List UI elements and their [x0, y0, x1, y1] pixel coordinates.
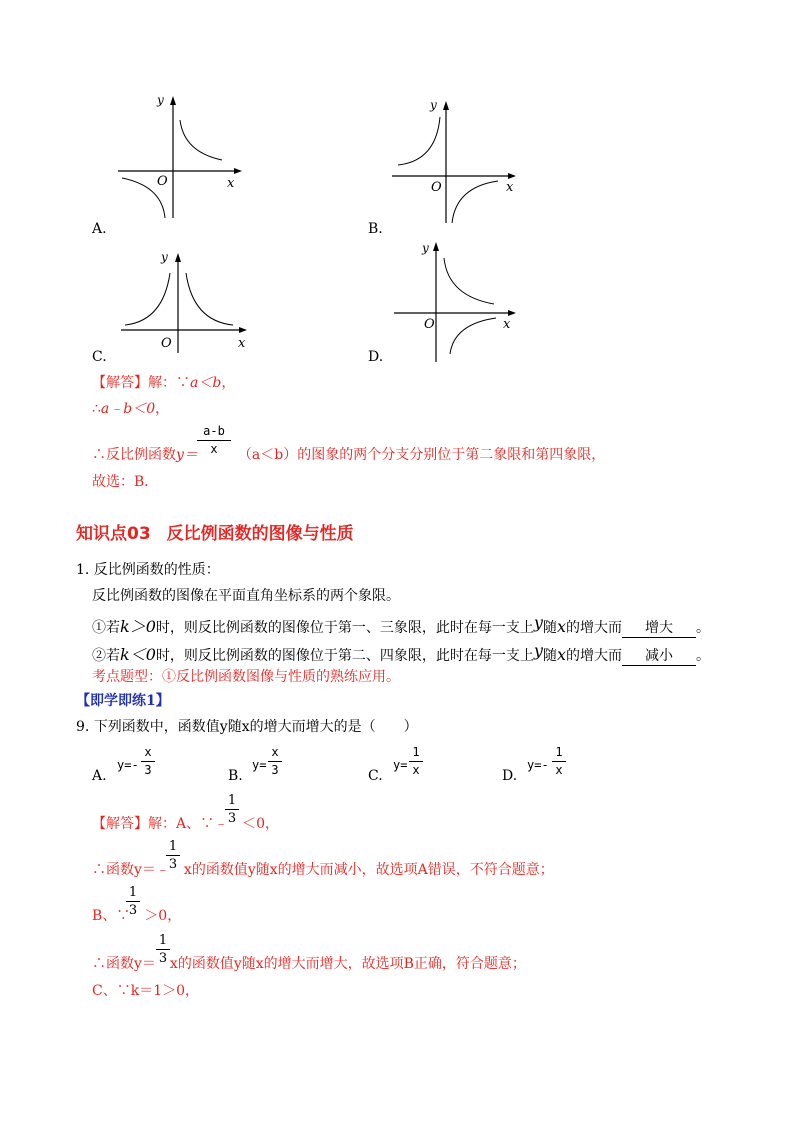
answer1-line1-prefix: 【解答】解：∵ [92, 375, 190, 391]
properties-line2-b: 时，则反比例函数的图像位于第一、三象限，此时在每一支上 [155, 620, 534, 636]
option-d-num: 1 [555, 745, 563, 759]
properties-line2 [92, 614, 710, 638]
answer1-line3-y: y＝ [176, 447, 198, 463]
answer2-line4-num: 1 [158, 933, 168, 948]
answer1-line1-suffix: ， [221, 375, 236, 391]
answer1-fraction [197, 424, 231, 457]
answer2-line1-num: 1 [227, 793, 237, 808]
practice-label: 【即学即练1】 [76, 693, 170, 709]
properties-line2-k: k＞0 [120, 617, 156, 636]
answer1-line3 [92, 446, 605, 464]
answer1-line1-math: a＜b [190, 375, 222, 391]
answer2-line1-fraction [225, 793, 239, 826]
answer2-line2-num: 1 [168, 839, 178, 854]
properties-line2-x: x [556, 617, 566, 636]
properties-line3-k: k＜0 [120, 645, 156, 664]
graph-d-origin-label: O [424, 317, 435, 332]
practice-question-text: 下列函数中，函数值y随x的增大而增大的是（ ） [93, 719, 418, 735]
option-a-label: A. [92, 768, 107, 784]
section-title [76, 523, 354, 545]
graph-c-x-label: x [238, 336, 246, 351]
answer1-fraction-num: a-b [203, 424, 225, 438]
option-c-lhs: y= [393, 758, 408, 772]
graph-b [388, 95, 528, 235]
section-title-number: 知识点03 [76, 524, 151, 544]
answer2-line3-prefix: B、∵ [92, 908, 131, 924]
properties-line2-blank: 增大 [622, 619, 696, 638]
answer2-line1-prefix: 【解答】解：A、∵﹣ [92, 816, 229, 832]
answer2-line1-den: 3 [227, 811, 237, 826]
properties-head: 1. 反比例函数的性质： [76, 562, 220, 578]
option-b-den: 3 [271, 763, 279, 777]
option-b-lhs: y= [252, 758, 267, 772]
answer1-line3-prefix: ∴反比例函数 [92, 447, 176, 463]
option-a-fraction [141, 745, 155, 778]
answer1-line3-cond: （a＜b） [237, 447, 298, 463]
option-d-label: D. [502, 768, 518, 784]
option-b-num: x [271, 745, 279, 759]
properties-line3-d: 的增大而 [565, 648, 622, 664]
graph-d-x-label: x [503, 317, 511, 332]
answer1-line3-suffix: 的图象的两个分支分别位于第二象限和第四象限， [297, 447, 606, 463]
option-c-fraction [409, 745, 423, 778]
answer1-line1 [92, 374, 235, 392]
graph-c-origin-label: O [161, 336, 172, 351]
properties-line2-y: y [533, 613, 543, 632]
answer2-line1-suffix: ＜0， [242, 816, 280, 832]
practice-question-number: 9. [76, 719, 90, 735]
properties-line3-c: 随 [542, 648, 557, 664]
answer2-line2 [92, 861, 554, 879]
answer2-line5: C、∵k＝1＞0， [92, 983, 200, 999]
graph-c-y-label: y [161, 250, 168, 264]
graph-c [115, 245, 255, 355]
properties-line1: 反比例函数的图像在平面直角坐标系的两个象限。 [92, 588, 400, 604]
answer2-line2-suffix: x的函数值y随x的增大而减小，故选项A错误，不符合题意； [183, 862, 554, 878]
answer2-line2-prefix: ∴函数y＝﹣ [92, 862, 170, 878]
properties-line2-c: 随 [542, 620, 557, 636]
properties-line3-x: x [556, 645, 566, 664]
exam-point: 考点题型：①反比例函数图像与性质的熟练应用。 [92, 669, 400, 685]
graph-c-svg [115, 245, 255, 355]
option-a-lhs: y=- [117, 758, 139, 772]
properties-line3-b: 时，则反比例函数的图像位于第二、四象限，此时在每一支上 [155, 648, 534, 664]
option-a-den: 3 [144, 763, 152, 777]
graph-b-option: B. [368, 221, 383, 237]
graph-c-option: C. [92, 349, 107, 365]
section-title-text: 反比例函数的图像与性质 [166, 524, 354, 544]
option-d-den: x [555, 763, 563, 777]
option-b-label: B. [228, 768, 243, 784]
properties-line3 [92, 642, 710, 666]
properties-line3-a: ②若 [92, 648, 120, 664]
graph-a-x-label: x [227, 176, 235, 191]
graph-d [390, 238, 530, 363]
answer1-line4: 故选：B． [92, 474, 159, 490]
answer2-line3-den: 3 [128, 903, 138, 918]
option-a-num: x [144, 745, 152, 759]
option-b-fraction [268, 745, 282, 778]
graph-b-x-label: x [506, 180, 514, 195]
graph-b-svg [388, 95, 528, 235]
answer1-line2-prefix: ∴ [92, 401, 101, 417]
option-c-label: C. [368, 768, 383, 784]
properties-line3-end: 。 [695, 648, 710, 664]
answer2-line3-fraction [126, 885, 140, 918]
option-d-fraction [552, 745, 566, 778]
answer2-line4-den: 3 [158, 951, 168, 966]
answer1-line2 [92, 400, 169, 418]
answer2-line3-num: 1 [128, 885, 138, 900]
answer2-line3-suffix: ＞0， [144, 908, 182, 924]
answer2-line1 [92, 815, 279, 833]
option-d-lhs: y=- [527, 758, 549, 772]
answer2-line4-suffix: x的函数值y随x的增大而增大，故选项B正确，符合题意； [169, 956, 526, 972]
answer2-line4-prefix: ∴函数y＝ [92, 956, 156, 972]
answer2-line4-fraction [156, 933, 170, 966]
graph-a-option: A. [92, 221, 107, 237]
properties-line2-end: 。 [695, 620, 710, 636]
properties-line3-blank: 减小 [622, 647, 696, 666]
answer1-fraction-den: x [210, 442, 218, 456]
graph-b-y-label: y [430, 98, 437, 112]
properties-line2-a: ①若 [92, 620, 120, 636]
answer1-line2-math: a﹣b＜0 [100, 401, 156, 417]
option-c-num: 1 [412, 745, 420, 759]
graph-d-option: D. [368, 349, 384, 365]
graph-a-y-label: y [157, 93, 164, 107]
graph-a-origin-label: O [157, 174, 168, 189]
answer1-line2-suffix: ， [155, 401, 170, 417]
answer2-line2-fraction [166, 839, 180, 872]
graph-a-svg [110, 90, 250, 230]
properties-line2-d: 的增大而 [565, 620, 622, 636]
graph-a [110, 90, 250, 230]
option-c-den: x [412, 763, 420, 777]
graph-b-origin-label: O [431, 180, 442, 195]
answer2-line2-den: 3 [168, 857, 178, 872]
properties-line3-y: y [533, 641, 543, 660]
practice-question [76, 718, 418, 736]
graph-d-svg [390, 238, 530, 363]
graph-d-y-label: y [422, 241, 429, 255]
